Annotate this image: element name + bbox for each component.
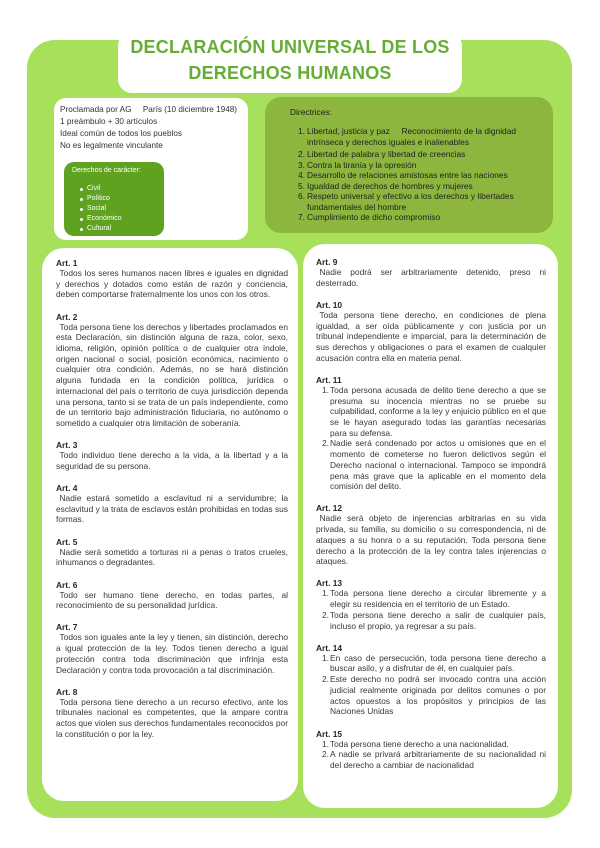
- article-clause: [316, 653, 546, 674]
- directive-number: 6.: [298, 191, 305, 201]
- clause-number: 1.: [322, 652, 329, 663]
- bullet-icon: [80, 188, 83, 191]
- directive-item: [290, 212, 533, 223]
- directive-number: 7.: [298, 212, 305, 222]
- article-clause: [316, 674, 546, 717]
- articles-column-right: [303, 244, 558, 808]
- rights-item: [87, 214, 164, 224]
- article-clause: [316, 739, 546, 750]
- rights-list: [72, 184, 164, 234]
- rights-item: [87, 224, 164, 234]
- summary-binding: No es legalmente vinculante: [60, 141, 163, 150]
- clause-number: 1.: [322, 738, 329, 749]
- article-2: [56, 312, 288, 429]
- article-text: Todo individuo tiene derecho a la vida, a la libertad y a la seguridad de su persona.: [56, 450, 288, 471]
- article-text: Toda persona tiene derecho a un recurso efectivo, ante los tribunales nacional es competentes, que la ampare contra actos que violen sus derechos fundamentales reconocidos por la constitución o por la ley.: [56, 696, 288, 739]
- directive-item: [290, 170, 533, 181]
- directive-number: 2.: [298, 149, 305, 159]
- article-heading: Art. 7: [56, 622, 78, 633]
- article-text: Todo ser humano tiene derecho, en todas partes, al reconocimiento de su personalidad jurídica.: [56, 589, 288, 611]
- summary-proclamation: Proclamada por AG París (10 diciembre 1948): [60, 105, 238, 114]
- directive-text: Contra la tiranía y la opresión: [307, 159, 417, 170]
- article-text: Toda persona tiene los derechos y libertades proclamados en esta Declaración, sin distinción alguna de raza, color, sexo, idioma, religión, opinión política o de cualquier otra índole, origen nacional o social, posición económica, nacimiento o cualquier otra condición. Además, no se hará distinción alguna fundada en la condición política, jurídica o internacional del país o territorio de cuya jurisdicción dependa una persona, tanto si se trata de un país independiente, como de un territorio bajo administración fiduciaria, no autónomo o sometido a cualquier otra limitación de soberanía.: [56, 321, 288, 428]
- article-heading: Art. 11: [316, 374, 342, 385]
- article-11: [316, 375, 546, 492]
- articles-column-left: [42, 248, 298, 801]
- rights-item-label: Civil: [87, 185, 101, 192]
- clause-number: 2.: [322, 674, 329, 685]
- bullet-icon: [80, 218, 83, 221]
- summary-structure: 1 preámbulo + 30 artículos: [60, 117, 158, 126]
- clause-text: Toda persona tiene derecho a salir de cualquier país, incluso el propio, ya regresar a su país.: [330, 609, 546, 631]
- article-9: [316, 257, 546, 288]
- article-7: [56, 622, 288, 675]
- article-heading: Art. 12: [316, 503, 343, 514]
- article-heading: Art. 9: [316, 257, 338, 267]
- article-1: [56, 258, 288, 300]
- directive-number: 3.: [298, 159, 305, 170]
- clause-text: Nadie será condenado por actos u omisiones que en el momento de cometerse no fueron delictivos según el Derecho nacional o internacional. Tampoco se impondrá pena más grave que la aplicable en el momento dela comisión del delito.: [330, 438, 546, 492]
- article-text: Nadie será objeto de injerencias arbitrarias en su vida privada, su familia, su domicilio o su correspondencia, ni de ataques a su honra o a su reputación. Toda persona tiene derecho a la protección de la ley contra tales injerencias o ataques.: [316, 513, 546, 567]
- rights-item: [87, 184, 164, 194]
- directive-text: Igualdad de derechos de hombres y mujeres: [307, 180, 473, 191]
- clause-number: 2.: [322, 749, 329, 760]
- directive-item: [290, 181, 533, 192]
- article-10: [316, 300, 546, 364]
- clause-number: 2.: [322, 609, 329, 620]
- directive-text: Libertad, justicia y paz Reconocimiento de la dignidad intrínseca y derechos iguales e inalienables: [307, 126, 519, 147]
- rights-heading: Derechos de carácter:: [72, 167, 141, 174]
- article-6: [56, 580, 288, 611]
- article-heading: Art. 14: [316, 642, 343, 653]
- article-text: Nadie estará sometido a esclavitud ni a servidumbre; la esclavitud y la trata de esclavos están prohibidas en todas sus formas.: [56, 493, 288, 525]
- rights-item-label: Cultural: [87, 225, 112, 232]
- directives-heading: Directrices:: [290, 107, 332, 117]
- rights-item: [87, 204, 164, 214]
- article-heading: Art. 15: [316, 728, 343, 739]
- article-clause: [316, 385, 546, 439]
- article-clause: [316, 610, 546, 631]
- bullet-icon: [80, 198, 83, 201]
- article-heading: Art. 8: [56, 686, 78, 697]
- article-text: Nadie podrá ser arbitrariamente detenido, preso ni desterrado.: [316, 267, 546, 288]
- article-heading: Art. 1: [56, 258, 78, 268]
- article-clause: [316, 438, 546, 492]
- article-heading: Art. 6: [56, 579, 78, 590]
- article-5: [56, 537, 288, 568]
- article-heading: Art. 4: [56, 483, 78, 494]
- page-title-line-2: DERECHOS HUMANOS: [188, 63, 392, 83]
- bullet-icon: [80, 208, 83, 211]
- clause-text: En caso de persecución, toda persona tiene derecho a buscar asilo, y a disfrutar de él, en cualquier país.: [330, 652, 546, 674]
- clause-text: A nadie se privará arbitrariamente de su nacionalidad ni del derecho a cambiar de nacionalidad: [330, 749, 546, 770]
- summary-ideal: Ideal común de todos los pueblos: [60, 129, 182, 138]
- bullet-icon: [80, 228, 83, 231]
- article-3: [56, 440, 288, 471]
- rights-item: [87, 194, 164, 204]
- summary-box: [54, 98, 248, 240]
- article-13: [316, 578, 546, 631]
- article-heading: Art. 3: [56, 440, 78, 451]
- clause-text: Toda persona acusada de delito tiene derecho a que se presuma su inocencia mientras no se pruebe su culpabilidad, conforme a la ley y enjuicio público en el que se le hayan asegurado todas las garantías necesarias para su defensa.: [330, 384, 546, 438]
- directive-item: [290, 191, 533, 212]
- directive-item: [290, 126, 533, 147]
- rights-item-label: Económico: [87, 215, 122, 222]
- clause-text: Toda persona tiene derecho a una nacionalidad.: [330, 738, 509, 749]
- page-title-line-1: DECLARACIÓN UNIVERSAL DE LOS: [130, 37, 450, 57]
- rights-item-label: Político: [87, 195, 110, 202]
- directive-text: Libertad de palabra y libertad de creencias: [307, 149, 466, 159]
- rights-box: [64, 162, 164, 236]
- article-heading: Art. 13: [316, 578, 343, 589]
- directive-text: Cumplimiento de dicho compromiso: [307, 212, 441, 222]
- clause-text: Toda persona tiene derecho a circular libremente y a elegir su residencia en el territorio de un Estado.: [330, 588, 546, 610]
- directives-list: [290, 126, 533, 223]
- article-12: [316, 503, 546, 567]
- clause-number: 1.: [322, 588, 329, 599]
- article-14: [316, 643, 546, 717]
- article-clause: [316, 749, 546, 770]
- directive-number: 1.: [298, 126, 305, 136]
- rights-item-label: Social: [87, 205, 107, 212]
- article-heading: Art. 10: [316, 299, 343, 310]
- article-text: Todos los seres humanos nacen libres e iguales en dignidad y derechos y dotados como están de razón y conciencia, deben comportarse fraternalmente los unos con los otros.: [56, 268, 288, 300]
- directive-number: 4.: [298, 170, 305, 180]
- directive-number: 5.: [298, 180, 305, 191]
- clause-text: Este derecho no podrá ser invocado contra una acción judicial realmente originada por delitos comunes o por actos opuestos a los propósitos y principios de las Naciones Unidas: [330, 674, 546, 717]
- article-clause: [316, 588, 546, 609]
- article-4: [56, 483, 288, 525]
- directives-box: [265, 97, 553, 233]
- article-text: Toda persona tiene derecho, en condiciones de plena igualdad, a ser oída públicamente y con justicia por un tribunal independiente e imparcial, para la determinación de sus derechos y obligaciones o para el examen de cualquier acusación contra ella en materia penal.: [316, 309, 546, 363]
- article-15: [316, 729, 546, 771]
- article-text: Todos son iguales ante la ley y tienen, sin distinción, derecho a igual protección de la ley. Todos tienen derecho a igual protección contra toda discriminación que infrinja esta Declaración y contra toda provocación a tal discriminación.: [56, 632, 288, 675]
- directive-text: Respeto universal y efectivo a los derechos y libertades fundamentales del hombre: [307, 191, 517, 212]
- directive-item: [290, 160, 533, 171]
- clause-number: 1.: [322, 384, 329, 395]
- directive-item: [290, 149, 533, 160]
- article-heading: Art. 5: [56, 536, 78, 547]
- clause-number: 2.: [322, 438, 329, 449]
- directive-text: Desarrollo de relaciones amistosas entre las naciones: [307, 170, 508, 180]
- title-box: [118, 32, 462, 93]
- article-8: [56, 687, 288, 740]
- article-heading: Art. 2: [56, 311, 78, 322]
- article-text: Nadie será sometido a torturas ni a penas o tratos crueles, inhumanos o degradantes.: [56, 546, 288, 568]
